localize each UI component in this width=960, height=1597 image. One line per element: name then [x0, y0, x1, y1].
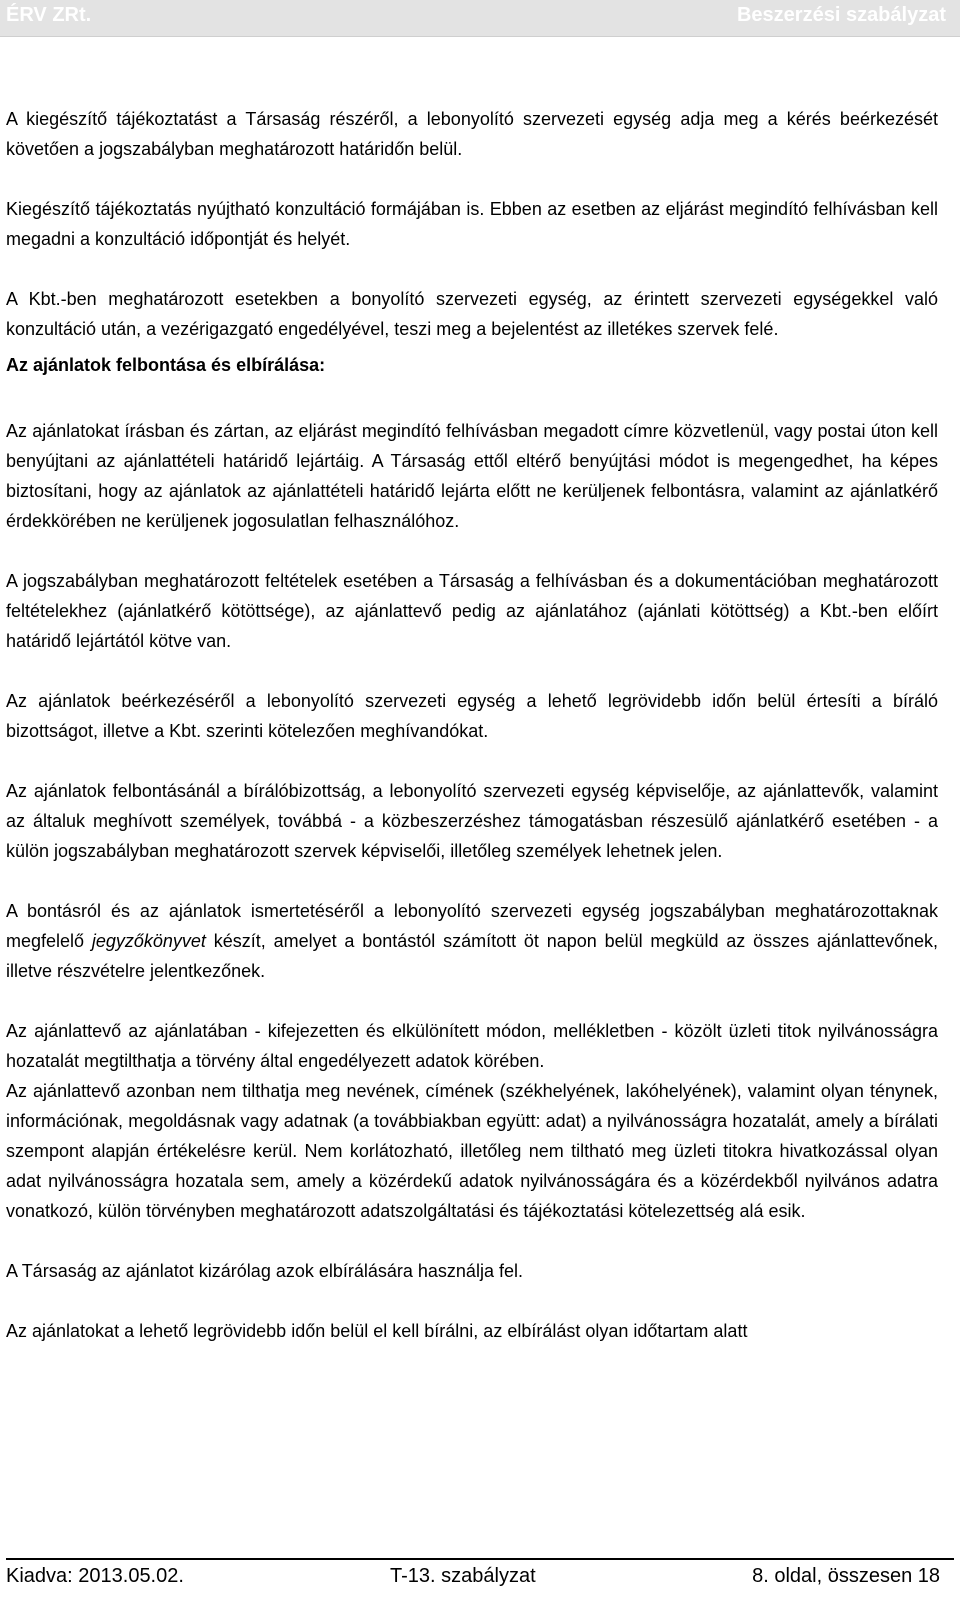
paragraph-usage: A Társaság az ajánlatot kizárólag azok elbírálására használja fel. — [6, 1261, 523, 1281]
issue-date: Kiadva: 2013.05.02. — [6, 1565, 184, 1587]
document-title: Beszerzési szabályzat — [736, 4, 946, 26]
company-name: ÉRV ZRt. — [6, 4, 92, 26]
page-header — [0, 0, 960, 37]
footer-divider — [6, 1558, 954, 1560]
paragraph-kbt-notification: A Kbt.-ben meghatározott esetekben a bonyolító szervezeti egység, az érintett szervezeti egységekkel való konzultáció után, a vezérigazgató engedélyével, teszi meg a bejelentést az illetékes szervek felé. — [6, 289, 938, 339]
paragraph-evaluation: Az ajánlatokat a lehető legrövidebb időn belül el kell bírálni, az elbírálást olyan időtartam alatt — [6, 1321, 748, 1341]
paragraph-submission: Az ajánlatokat írásban és zártan, az eljárást megindító felhívásban megadott címre közvetlenül, vagy postai úton kell benyújtani az ajánlattételi határidő lejártáig. A Társaság ettől eltérő benyújtási módot is megengedhet, ha képes biztosítani, hogy az ajánlatok az ajánlattételi határidő lejárta előtt ne kerüljenek felbontásra, valamint az ajánlatkérő érdekkörében ne kerüljenek jogosulatlan felhasználóhoz. — [6, 421, 938, 531]
paragraph-minutes — [6, 896, 938, 986]
paragraph-disclosure: Az ajánlattevő azonban nem tilthatja meg nevének, címének (székhelyének, lakóhelyének), valamint olyan ténynek, információnak, megoldásnak vagy adatnak (a továbbiakban együtt: adat) a nyilvánosságra hozatalát, amely a bírálati szempont alapján értékelésre kerül. Nem korlátozható, illetőleg nem tiltható meg üzleti titokra hivatkozással olyan adat nyilvánosságra hozatala sem, amely a közérdekű adatok nyilvánosságára és a közérdekből nyilvános adatra vonatkozó, külön törvényben meghatározott adatszolgáltatási és tájékoztatási kötelezettség alá esik. — [6, 1081, 938, 1221]
paragraph-binding: A jogszabályban meghatározott feltételek esetében a Társaság a felhívásban és a dokumentációban meghatározott feltételekhez (ajánlatkérő kötöttsége), az ajánlattevő pedig az ajánlatához (ajánlati kötöttség) a Kbt.-ben előírt határidő lejártától kötve van. — [6, 571, 938, 651]
minutes-term: jegyzőkönyvet — [91, 931, 206, 951]
minutes-text-before: A bontásról és az ajánlatok ismertetéséről a lebonyolító szervezeti egység jogszabályban meghatározottaknak megfelelő — [6, 901, 938, 951]
page-number: 8. oldal, összesen 18 — [752, 1565, 940, 1587]
paragraph-trade-secret: Az ajánlattevő az ajánlatában - kifejezetten és elkülönített módon, mellékletben - közölt üzleti titok nyilvánosságra hozatalát megtilthatja a törvény által engedélyezett adatok körében. — [6, 1021, 938, 1071]
paragraph-arrival-notice: Az ajánlatok beérkezéséről a lebonyolító szervezeti egység a lehető legrövidebb időn belül értesíti a bíráló bizottságot, illetve a Kbt. szerinti kötelezően meghívandókat. — [6, 691, 938, 741]
paragraph-consultation: Kiegészítő tájékoztatás nyújtható konzultáció formájában is. Ebben az esetben az eljárást megindító felhívásban kell megadni a konzultáció időpontját és helyét. — [6, 199, 938, 249]
section-heading: Az ajánlatok felbontása és elbírálása: — [6, 355, 326, 375]
regulation-id: T-13. szabályzat — [390, 1565, 536, 1587]
document-body — [6, 104, 938, 1346]
minutes-text-after: készít, amelyet a bontástól számított öt napon belül megküld az összes ajánlattevőnek, illetve részvételre jelentkezőnek. — [6, 931, 938, 981]
paragraph-supplementary-info: A kiegészítő tájékoztatást a Társaság részéről, a lebonyolító szervezeti egység adja meg a kérés beérkezését követően a jogszabályban meghatározott határidőn belül. — [6, 109, 938, 159]
paragraph-opening-attendees: Az ajánlatok felbontásánál a bírálóbizottság, a lebonyolító szervezeti egység képviselője, az ajánlattevők, valamint az általuk meghívott személyek, továbbá - a közbeszerzéshez támogatásban részesülő ajánlatkérő esetében - a külön jogszabályban meghatározott szervek képviselői, illetőleg személyek lehetnek jelen. — [6, 781, 938, 861]
